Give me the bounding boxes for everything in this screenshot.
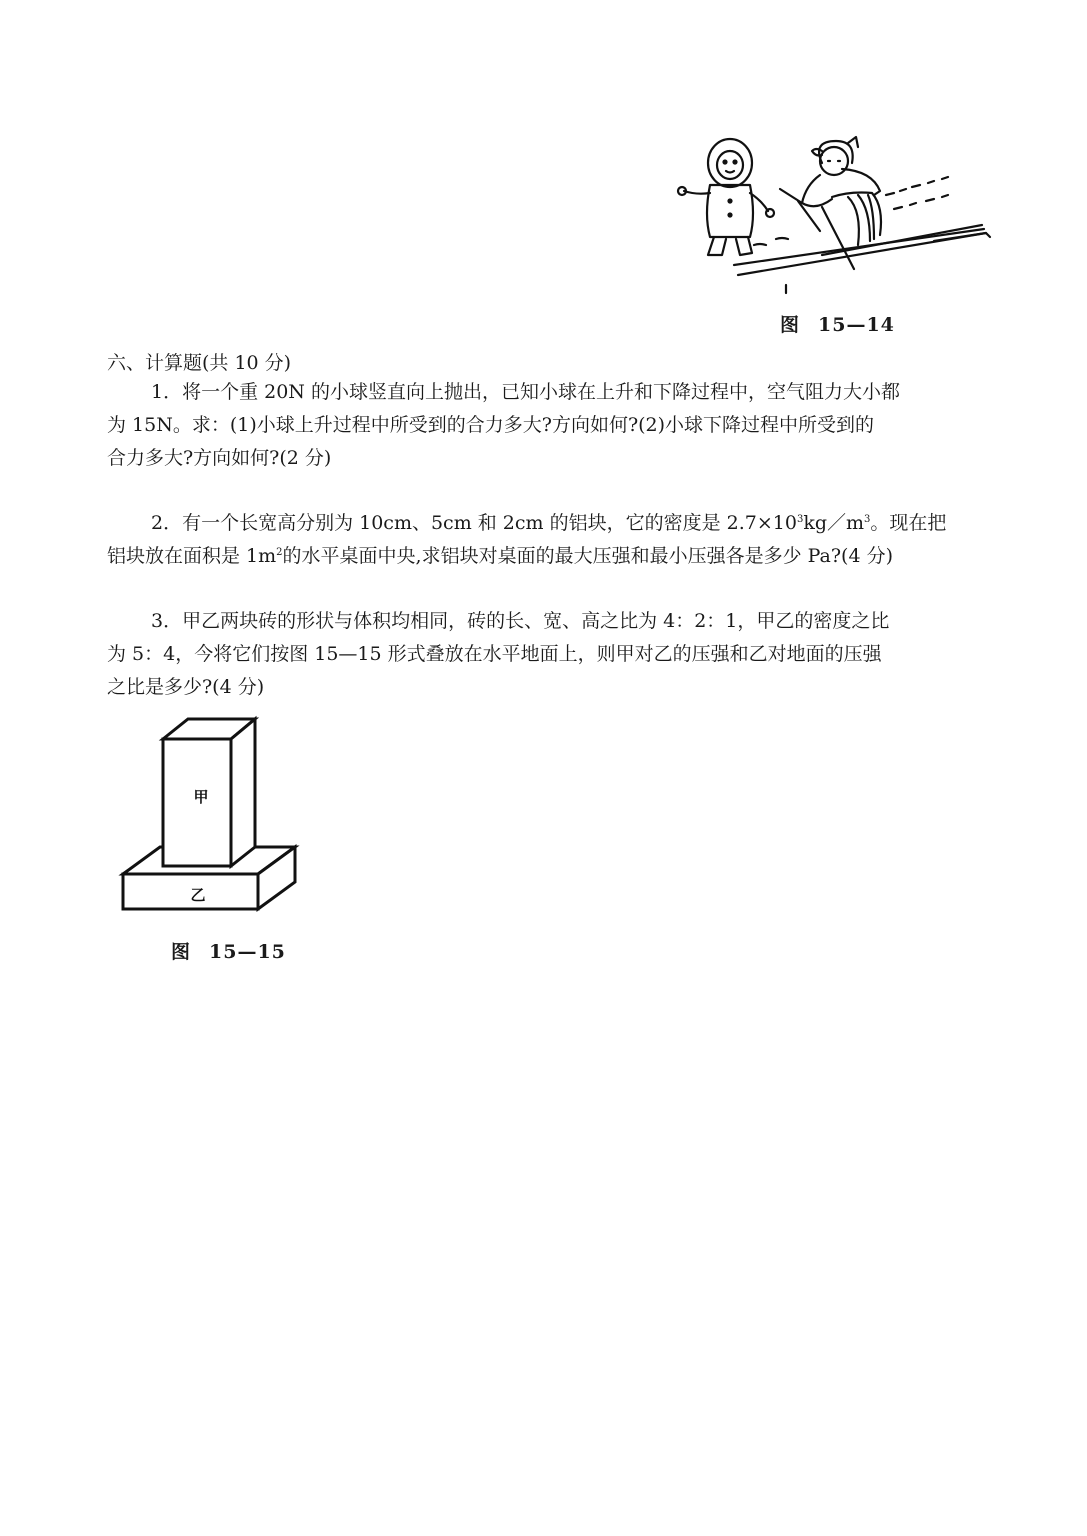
- question-1-line-1: 1．将一个重 20N 的小球竖直向上抛出，已知小球在上升和下降过程中，空气阻力大小都: [151, 381, 900, 403]
- question-3-line-1: 3．甲乙两块砖的形状与体积均相同，砖的长、宽、高之比为 4：2：1，甲乙的密度之比: [151, 610, 890, 632]
- question-2-exponent-1: 3: [796, 514, 804, 525]
- question-2-line-1-text-a: 2．有一个长宽高分别为 10cm、5cm 和 2cm 的铝块，它的密度是 2.7×10: [151, 512, 797, 534]
- question-1-line-2: 为 15N。求：(1)小球上升过程中所受到的合力多大?方向如何?(2)小球下降过程中所受到的: [107, 414, 875, 436]
- figure-15-14-label: 图: [780, 314, 801, 336]
- question-1-line-3: 合力多大?方向如何?(2 分): [107, 447, 332, 469]
- question-3-line-3: 之比是多少?(4 分): [107, 676, 265, 698]
- stacked-bricks-figure: [118, 714, 303, 914]
- figure-15-15-label: 图: [171, 941, 192, 963]
- figure-15-14-caption: [780, 310, 895, 337]
- brick-top-label: 甲: [193, 788, 209, 806]
- question-2-line-1-text-b: kg／m: [803, 512, 865, 534]
- question-2-line-1: [107, 507, 992, 540]
- figure-15-15-number: 15—15: [209, 941, 286, 963]
- question-2-exponent-2: 3: [864, 514, 871, 525]
- skiing-illustration: [672, 135, 992, 300]
- question-1: [107, 376, 992, 475]
- figure-15-14-number: 15—14: [818, 314, 895, 336]
- question-2: [107, 507, 992, 573]
- question-2-line-1-text-c: 。现在把: [870, 512, 947, 534]
- question-3: [107, 605, 992, 704]
- question-2-line-2: [107, 540, 992, 573]
- brick-bottom-label: 乙: [190, 886, 206, 904]
- question-2-line-2-text-a: 铝块放在面积是 1m: [107, 545, 277, 567]
- question-3-line-2: 为 5：4，今将它们按图 15—15 形式叠放在水平地面上，则甲对乙的压强和乙对地面的压强: [107, 643, 882, 665]
- question-2-exponent-3: 2: [276, 547, 283, 558]
- question-2-line-2-text-b: 的水平桌面中央,求铝块对桌面的最大压强和最小压强各是多少 Pa?(4 分): [282, 545, 894, 567]
- figure-15-15-caption: [171, 937, 286, 964]
- section-heading: 六、计算题(共 10 分): [107, 352, 292, 374]
- brick-top-right-face: [231, 719, 255, 866]
